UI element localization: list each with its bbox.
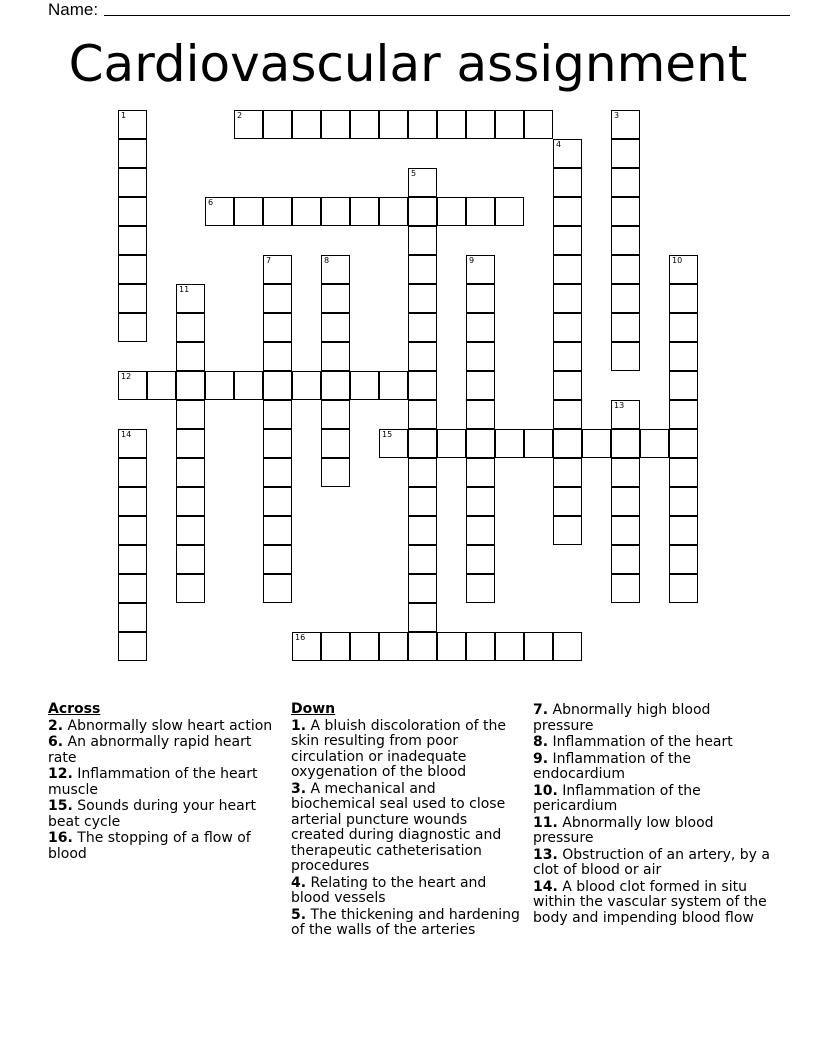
crossword-cell[interactable] [524, 632, 553, 661]
clue-item [533, 816, 773, 847]
crossword-cell[interactable] [176, 429, 205, 458]
crossword-cell[interactable] [263, 313, 292, 342]
clue-text: The stopping of a flow of blood [48, 830, 251, 862]
clue-number: 14 [121, 430, 132, 439]
clue-text: Inflammation of the heart [548, 734, 733, 750]
crossword-cell[interactable] [408, 487, 437, 516]
crossword-cell[interactable] [205, 197, 234, 226]
clue-item [533, 752, 773, 783]
clue-text: A mechanical and biochemical seal used to close arterial puncture wounds created during diagnostic and therapeutic catheterisation procedures [291, 780, 506, 874]
crossword-cell[interactable] [611, 197, 640, 226]
crossword-cell[interactable] [263, 400, 292, 429]
crossword-cell[interactable] [466, 545, 495, 574]
clue-item [533, 880, 773, 927]
crossword-cell[interactable] [118, 371, 147, 400]
crossword-cell[interactable] [176, 458, 205, 487]
clue-number: 16 [295, 633, 306, 642]
crossword-cell[interactable] [118, 139, 147, 168]
down-clues-col2 [533, 702, 773, 926]
crossword-cell[interactable] [611, 313, 640, 342]
clue-num: 3. [291, 780, 307, 797]
crossword-cell[interactable] [466, 632, 495, 661]
crossword-cell[interactable] [437, 110, 466, 139]
crossword-cell[interactable] [611, 516, 640, 545]
crossword-cell[interactable] [611, 168, 640, 197]
crossword-cell[interactable] [611, 226, 640, 255]
crossword-cell[interactable] [408, 226, 437, 255]
crossword-cell[interactable] [321, 458, 350, 487]
crossword-cell[interactable] [611, 284, 640, 313]
clue-num: 1. [291, 717, 307, 734]
crossword-cell[interactable] [379, 371, 408, 400]
crossword-cell[interactable] [118, 429, 147, 458]
crossword-cell[interactable] [611, 110, 640, 139]
crossword-cell[interactable] [176, 371, 205, 400]
clue-item [533, 848, 773, 879]
clue-number: 6 [208, 198, 214, 207]
crossword-cell[interactable] [669, 574, 698, 603]
crossword-cell[interactable] [379, 197, 408, 226]
crossword-cell[interactable] [408, 458, 437, 487]
clue-num: 7. [533, 702, 549, 718]
clue-num: 14. [533, 878, 558, 895]
clue-item [533, 703, 773, 734]
clue-number: 7 [266, 256, 272, 265]
crossword-cell[interactable] [321, 400, 350, 429]
crossword-cell[interactable] [408, 197, 437, 226]
clue-text: Inflammation of the pericardium [533, 782, 701, 814]
clue-item [291, 782, 521, 875]
crossword-cell[interactable] [408, 168, 437, 197]
crossword-cell[interactable] [350, 197, 379, 226]
clue-number: 4 [556, 140, 562, 149]
crossword-cell[interactable] [408, 284, 437, 313]
crossword-cell[interactable] [553, 313, 582, 342]
crossword-cell[interactable] [553, 487, 582, 516]
crossword-cell[interactable] [495, 632, 524, 661]
clue-num: 12. [48, 766, 73, 782]
crossword-cell[interactable] [466, 429, 495, 458]
crossword-cell[interactable] [466, 458, 495, 487]
crossword-cell[interactable] [466, 342, 495, 371]
clue-number: 9 [469, 256, 475, 265]
crossword-cell[interactable] [408, 632, 437, 661]
crossword-cell[interactable] [669, 545, 698, 574]
crossword-cell[interactable] [321, 313, 350, 342]
crossword-cell[interactable] [379, 110, 408, 139]
crossword-cell[interactable] [321, 284, 350, 313]
crossword-cell[interactable] [611, 487, 640, 516]
crossword-cell[interactable] [292, 632, 321, 661]
crossword-cell[interactable] [408, 516, 437, 545]
crossword-cell[interactable] [466, 255, 495, 284]
crossword-cell[interactable] [408, 110, 437, 139]
clue-item [48, 799, 278, 830]
crossword-cell[interactable] [408, 603, 437, 632]
clue-number: 13 [614, 401, 625, 410]
crossword-cell[interactable] [466, 574, 495, 603]
crossword-cell[interactable] [176, 516, 205, 545]
crossword-cell[interactable] [263, 487, 292, 516]
clue-number: 15 [382, 430, 393, 439]
crossword-cell[interactable] [611, 139, 640, 168]
crossword-cell[interactable] [263, 458, 292, 487]
crossword-cell[interactable] [466, 487, 495, 516]
crossword-cell[interactable] [437, 632, 466, 661]
crossword-cell[interactable] [350, 110, 379, 139]
crossword-cell[interactable] [408, 400, 437, 429]
crossword-cell[interactable] [176, 574, 205, 603]
clue-text: Relating to the heart and blood vessels [291, 874, 487, 906]
crossword-cell[interactable] [611, 400, 640, 429]
crossword-cell[interactable] [408, 429, 437, 458]
crossword-cell[interactable] [263, 110, 292, 139]
clue-num: 10. [533, 782, 558, 799]
crossword-cell[interactable] [118, 284, 147, 313]
clue-text: Abnormally slow heart action [63, 717, 273, 734]
crossword-cell[interactable] [495, 110, 524, 139]
crossword-cell[interactable] [263, 516, 292, 545]
crossword-cell[interactable] [466, 400, 495, 429]
crossword-cell[interactable] [321, 429, 350, 458]
crossword-cell[interactable] [553, 516, 582, 545]
clue-item [48, 719, 278, 735]
clue-text: A bluish discoloration of the skin resulting from poor circulation or inadequate oxygenation of the blood [291, 717, 507, 780]
across-clues [48, 702, 278, 862]
crossword-cell[interactable] [263, 371, 292, 400]
clue-item [533, 784, 773, 815]
clue-number: 1 [121, 111, 127, 120]
crossword-cell[interactable] [408, 545, 437, 574]
crossword-cell[interactable] [118, 255, 147, 284]
crossword-cell[interactable] [263, 545, 292, 574]
crossword-cell[interactable] [263, 574, 292, 603]
crossword-cell[interactable] [524, 110, 553, 139]
crossword-cell[interactable] [118, 516, 147, 545]
crossword-cell[interactable] [176, 487, 205, 516]
crossword-cell[interactable] [611, 429, 640, 458]
crossword-cell[interactable] [263, 197, 292, 226]
crossword-cell[interactable] [553, 168, 582, 197]
clue-num: 15. [48, 798, 73, 814]
crossword-cell[interactable] [553, 632, 582, 661]
crossword-cell[interactable] [553, 139, 582, 168]
crossword-cell[interactable] [321, 197, 350, 226]
crossword-cell[interactable] [118, 110, 147, 139]
crossword-cell[interactable] [118, 487, 147, 516]
crossword-cell[interactable] [611, 574, 640, 603]
crossword-cell[interactable] [234, 110, 263, 139]
clue-item [48, 831, 278, 862]
crossword-cell[interactable] [669, 516, 698, 545]
crossword-cell[interactable] [611, 545, 640, 574]
crossword-cell[interactable] [553, 226, 582, 255]
clue-number: 2 [237, 111, 243, 120]
crossword-cell[interactable] [263, 284, 292, 313]
crossword-cell[interactable] [321, 342, 350, 371]
clue-item [291, 908, 521, 939]
crossword-cell[interactable] [263, 429, 292, 458]
clue-text: Inflammation of the endocardium [533, 750, 691, 782]
clue-num: 16. [48, 830, 73, 846]
crossword-cell[interactable] [350, 371, 379, 400]
crossword-cell[interactable] [321, 110, 350, 139]
page-title: Cardiovascular assignment [68, 35, 748, 93]
crossword-cell[interactable] [118, 458, 147, 487]
down-clues-col1 [291, 702, 521, 939]
crossword-cell[interactable] [350, 632, 379, 661]
clue-num: 2. [48, 717, 64, 734]
crossword-cell[interactable] [408, 255, 437, 284]
crossword-cell[interactable] [553, 458, 582, 487]
clue-text: Abnormally high blood pressure [533, 702, 711, 734]
name-label: Name: [48, 0, 99, 19]
crossword-cell[interactable] [408, 574, 437, 603]
clue-num: 9. [533, 750, 549, 767]
clue-num: 13. [533, 846, 558, 863]
crossword-cell[interactable] [118, 313, 147, 342]
crossword-cell[interactable] [553, 400, 582, 429]
crossword-cell[interactable] [176, 284, 205, 313]
crossword-cell[interactable] [466, 313, 495, 342]
crossword-cell[interactable] [321, 255, 350, 284]
crossword-cell[interactable] [669, 487, 698, 516]
clue-num: 4. [291, 874, 307, 891]
crossword-cell[interactable] [466, 371, 495, 400]
crossword-cell[interactable] [118, 226, 147, 255]
across-heading: Across [48, 701, 101, 717]
crossword-cell[interactable] [669, 400, 698, 429]
crossword-cell[interactable] [466, 110, 495, 139]
crossword-cell[interactable] [466, 284, 495, 313]
crossword-cell[interactable] [553, 429, 582, 458]
crossword-cell[interactable] [495, 197, 524, 226]
crossword-cell[interactable] [669, 284, 698, 313]
crossword-cell[interactable] [176, 545, 205, 574]
crossword-cell[interactable] [611, 458, 640, 487]
crossword-cell[interactable] [495, 429, 524, 458]
clue-text: Obstruction of an artery, by a clot of blood or air [533, 846, 770, 878]
crossword-cell[interactable] [437, 429, 466, 458]
crossword-cell[interactable] [263, 255, 292, 284]
clue-text: Inflammation of the heart muscle [48, 766, 258, 798]
crossword-cell[interactable] [466, 516, 495, 545]
crossword-cell[interactable] [234, 371, 263, 400]
clue-item [48, 735, 278, 766]
down-heading: Down [291, 701, 336, 717]
crossword-cell[interactable] [669, 371, 698, 400]
clue-text: Sounds during your heart beat cycle [48, 798, 256, 830]
crossword-cell[interactable] [582, 429, 611, 458]
crossword-cell[interactable] [553, 197, 582, 226]
crossword-cell[interactable] [611, 342, 640, 371]
clue-text: A blood clot formed in situ within the vascular system of the body and impending blood flow [533, 878, 767, 926]
crossword-cell[interactable] [176, 313, 205, 342]
crossword-cell[interactable] [118, 197, 147, 226]
crossword-cell[interactable] [292, 371, 321, 400]
clue-item [291, 719, 521, 781]
clue-number: 10 [672, 256, 683, 265]
clue-item [533, 735, 773, 751]
clue-text: An abnormally rapid heart rate [48, 734, 252, 766]
crossword-cell[interactable] [553, 371, 582, 400]
crossword-cell[interactable] [408, 371, 437, 400]
crossword-cell[interactable] [118, 632, 147, 661]
clue-num: 5. [291, 906, 307, 923]
crossword-cell[interactable] [669, 313, 698, 342]
crossword-cell[interactable] [408, 313, 437, 342]
crossword-cell[interactable] [118, 545, 147, 574]
crossword-cell[interactable] [408, 342, 437, 371]
crossword-cell[interactable] [379, 632, 408, 661]
crossword-cell[interactable] [292, 197, 321, 226]
crossword-cell[interactable] [553, 342, 582, 371]
crossword-cell[interactable] [321, 371, 350, 400]
crossword-cell[interactable] [205, 371, 234, 400]
crossword-cell[interactable] [524, 429, 553, 458]
crossword-cell[interactable] [640, 429, 669, 458]
crossword-cell[interactable] [669, 458, 698, 487]
crossword-cell[interactable] [321, 632, 350, 661]
clue-number: 3 [614, 111, 620, 120]
clue-item [48, 767, 278, 798]
clue-item [291, 876, 521, 907]
crossword-cell[interactable] [118, 574, 147, 603]
clue-number: 8 [324, 256, 330, 265]
crossword-cell[interactable] [669, 255, 698, 284]
crossword-cell[interactable] [437, 197, 466, 226]
crossword-cell[interactable] [611, 255, 640, 284]
crossword-cell[interactable] [669, 342, 698, 371]
clue-number: 12 [121, 372, 132, 381]
crossword-cell[interactable] [118, 603, 147, 632]
crossword-cell[interactable] [147, 371, 176, 400]
clue-num: 11. [533, 814, 558, 831]
clue-text: Abnormally low blood pressure [533, 814, 714, 846]
crossword-cell[interactable] [379, 429, 408, 458]
clue-num: 6. [48, 734, 64, 750]
clue-num: 8. [533, 734, 549, 750]
crossword-cell[interactable] [292, 110, 321, 139]
crossword-cell[interactable] [118, 168, 147, 197]
crossword-cell[interactable] [263, 342, 292, 371]
clue-text: The thickening and hardening of the walls of the arteries [291, 906, 520, 938]
crossword-cell[interactable] [176, 342, 205, 371]
crossword-cell[interactable] [553, 284, 582, 313]
crossword-cell[interactable] [669, 429, 698, 458]
crossword-cell[interactable] [466, 197, 495, 226]
crossword-cell[interactable] [176, 400, 205, 429]
crossword-cell[interactable] [553, 255, 582, 284]
clue-number: 5 [411, 169, 417, 178]
clue-number: 11 [179, 285, 190, 294]
crossword-cell[interactable] [234, 197, 263, 226]
